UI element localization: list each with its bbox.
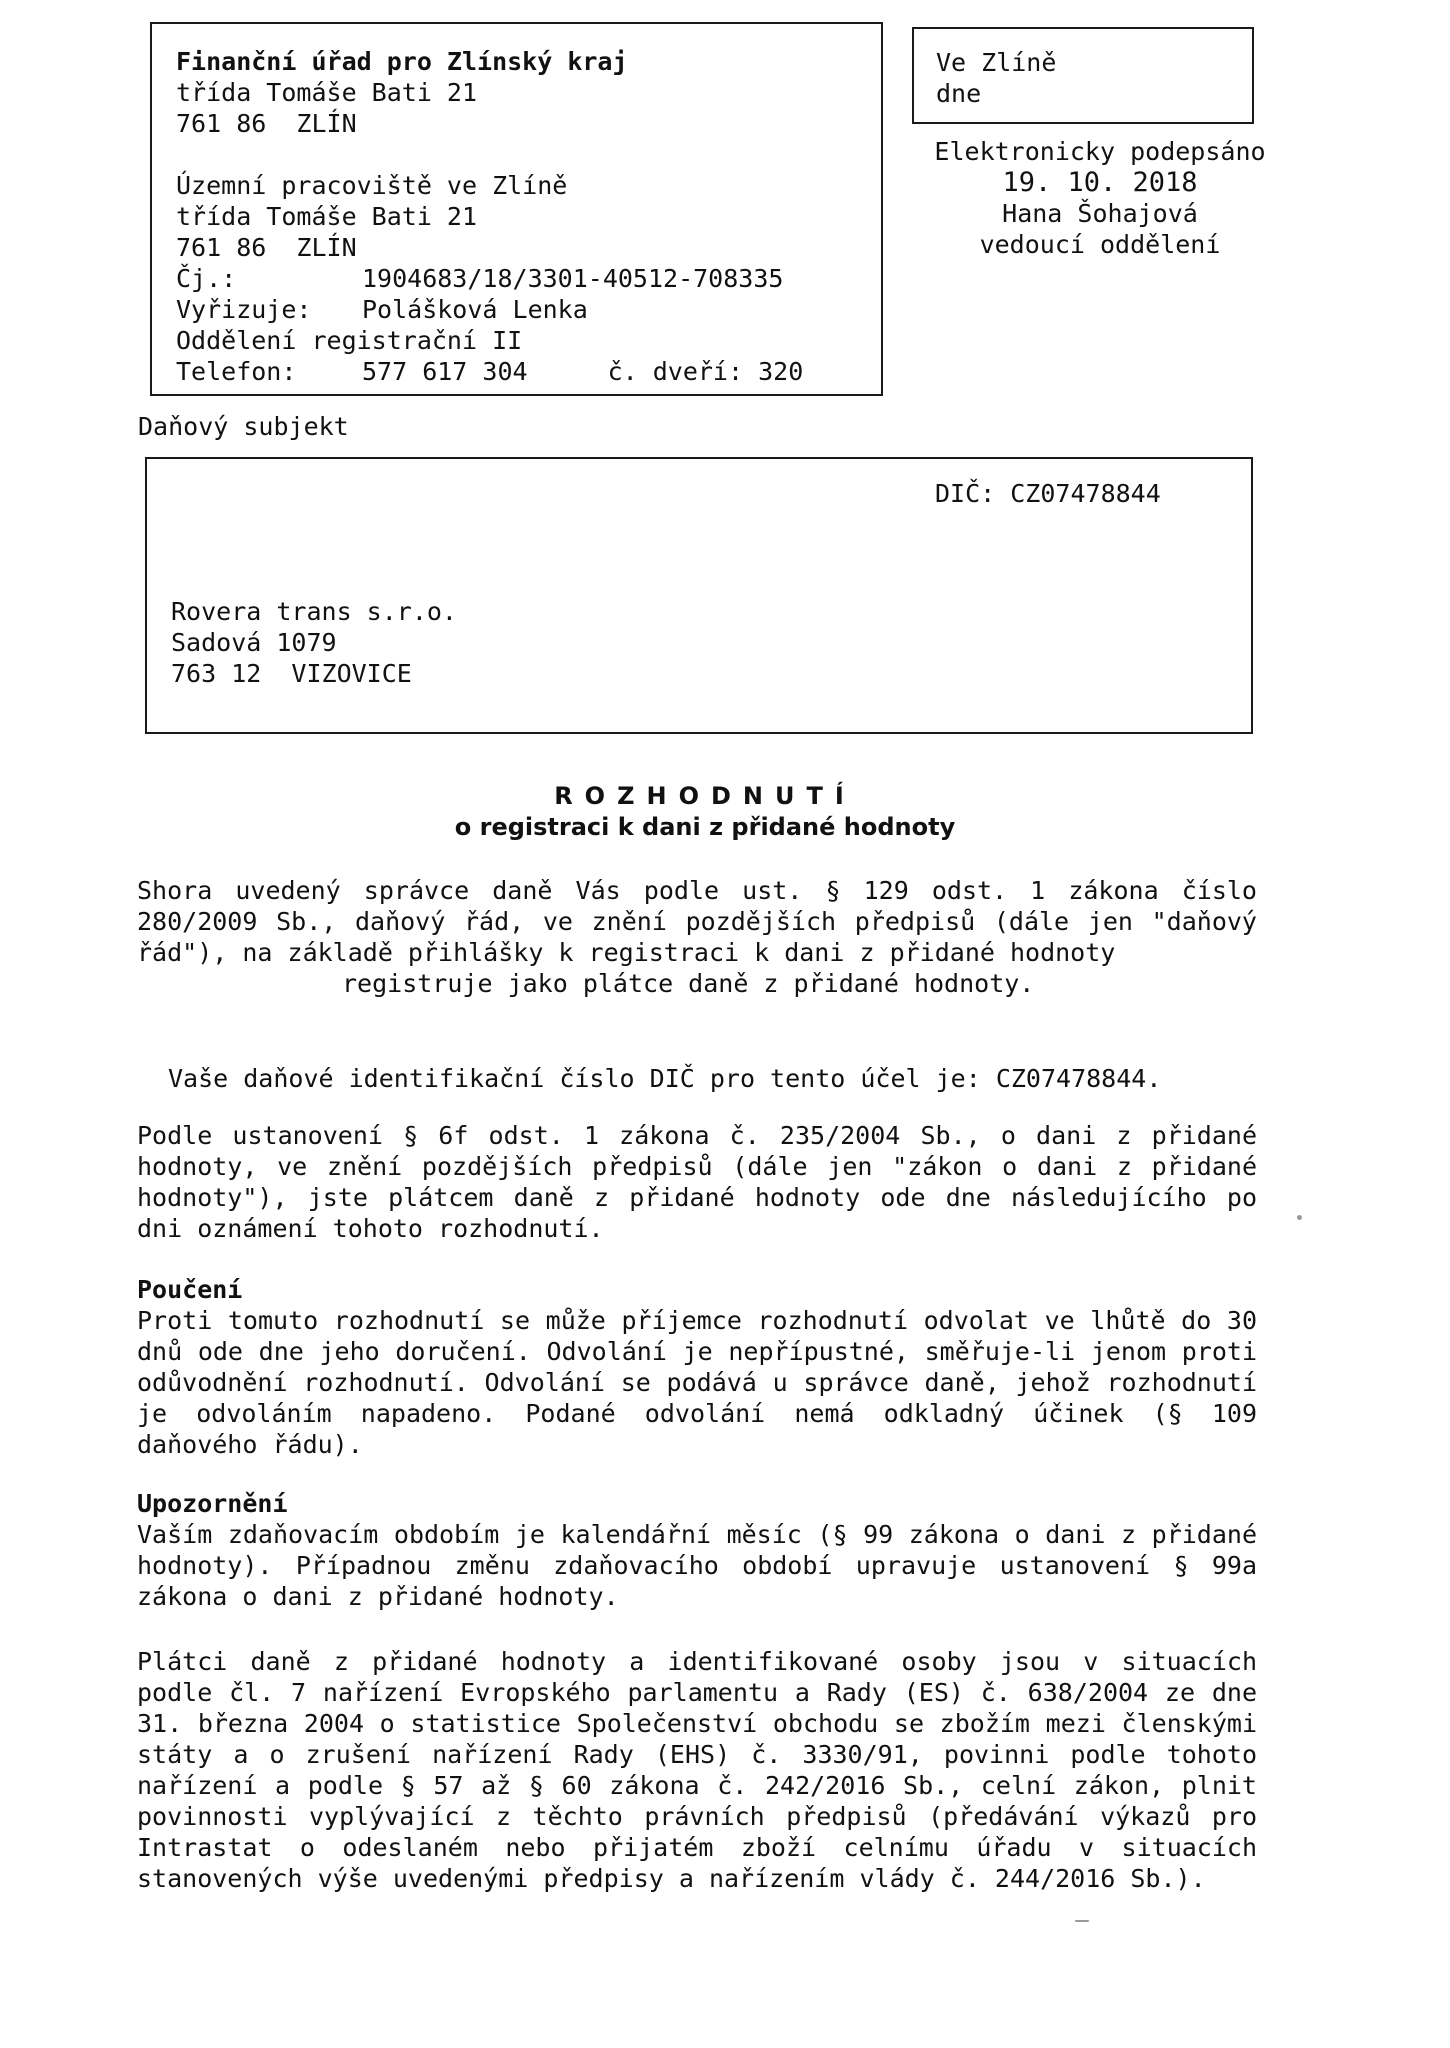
door-label: č. dveří: xyxy=(607,357,744,386)
subject-street: Sadová 1079 xyxy=(171,628,337,657)
reference-number-row xyxy=(176,263,881,294)
instruction-heading: Poučení xyxy=(137,1275,243,1304)
subject-label: Daňový subjekt xyxy=(138,412,349,441)
date-label: dne xyxy=(936,79,982,108)
office-street: třída Tomáše Bati 21 xyxy=(176,78,478,107)
office-city: 761 86 ZLÍN xyxy=(176,109,357,138)
signature-date: 19. 10. 2018 xyxy=(1002,167,1198,198)
department: Oddělení registrační II xyxy=(176,326,523,355)
office-name: Finanční úřad pro Zlínský kraj xyxy=(176,47,628,76)
subject-dic: DIČ: CZ07478844 xyxy=(935,479,1161,508)
intrastat-paragraph: Plátci daně z přidané hodnoty a identifikované osoby jsou v situacích podle čl. 7 nařízení Evropského parlamentu a Rady (ES) č. 638/2004 ze dne 31. března 2004 o statistice Společenství obchodu se zbožím mezi členskými státy a o zrušení nařízení Rady (EHS) č. 3330/91, povinni podle tohoto nařízení a podle § 57 až § 60 zákona č. 242/2016 Sb., celní zákon, plnit povinnosti vyplývající z těchto právních předpisů (předávání výkazů pro Intrastat o odeslaném nebo přijatém zboží celnímu úřadu v situacích stanovených výše uvedenými předpisy a nařízením vlády č. 244/2016 Sb.). xyxy=(137,1647,1257,1893)
notice-heading: Upozornění xyxy=(137,1489,288,1518)
dic-statement: Vaše daňové identifikační číslo DIČ pro tento účel je: CZ07478844. xyxy=(168,1064,1162,1093)
title-main: ROZHODNUTÍ xyxy=(554,782,856,810)
signature-caption: Elektronicky podepsáno xyxy=(934,137,1266,166)
scan-speck xyxy=(1297,1215,1302,1220)
handler-row xyxy=(176,294,881,325)
subject-city: 763 12 VIZOVICE xyxy=(171,659,412,688)
notice-section xyxy=(137,1488,1257,1612)
electronic-signature xyxy=(910,136,1290,260)
decision-statement: registruje jako plátce daně z přidané hodnoty. xyxy=(342,969,1035,998)
date-box xyxy=(912,27,1254,124)
instruction-section xyxy=(137,1274,1257,1460)
phone-value: 577 617 304 xyxy=(362,357,528,386)
door-value: 320 xyxy=(758,357,804,386)
subject-address xyxy=(171,596,457,689)
date-place: Ve Zlíně xyxy=(936,48,1057,77)
signer-name: Hana Šohajová xyxy=(1002,199,1198,228)
handler-value: Polášková Lenka xyxy=(362,295,588,324)
reference-number-label: Čj.: xyxy=(176,264,237,293)
signer-role: vedoucí oddělení xyxy=(979,230,1221,259)
notice-text: Vaším zdaňovacím obdobím je kalendářní měsíc (§ 99 zákona o dani z přidané hodnoty). Případnou změnu zdaňovacího období upravuje ustanovení § 99a zákona o dani z přidané hodnoty. xyxy=(137,1520,1257,1611)
instruction-text: Proti tomuto rozhodnutí se může příjemce rozhodnutí odvolat ve lhůtě do 30 dnů ode dne jeho doručení. Odvolání je nepřípustné, směřuje-li jenom proti odůvodnění rozhodnutí. Odvolání se podává u správce daně, jehož rozhodnutí je odvoláním napadeno. Podané odvolání nemá odkladný účinek (§ 109 daňového řádu). xyxy=(137,1306,1257,1459)
office-address-box xyxy=(150,22,883,396)
branch-city: 761 86 ZLÍN xyxy=(176,233,357,262)
phone-row xyxy=(176,356,881,387)
decision-paragraph xyxy=(137,875,1257,999)
document-title xyxy=(140,781,1270,843)
tax-subject-box xyxy=(145,457,1253,734)
scan-speck xyxy=(1075,1920,1089,1922)
title-subtitle: o registraci k dani z přidané hodnoty xyxy=(454,813,956,841)
branch-name: Územní pracoviště ve Zlíně xyxy=(176,171,568,200)
subject-name: Rovera trans s.r.o. xyxy=(171,597,457,626)
phone-label: Telefon: xyxy=(176,357,297,386)
decision-text: Shora uvedený správce daně Vás podle ust. § 129 odst. 1 zákona číslo 280/2009 Sb., daňový řád, ve znění pozdějších předpisů (dále jen "daňový řád"), na základě přihlášky k registraci k dani z přidané hodnoty xyxy=(137,876,1257,967)
legal-basis-paragraph: Podle ustanovení § 6f odst. 1 zákona č. 235/2004 Sb., o dani z přidané hodnoty, ve znění pozdějších předpisů (dále jen "zákon o dani z přidané hodnoty"), jste plátcem daně z přidané hodnoty ode dne následujícího po dni oznámení tohoto rozhodnutí. xyxy=(137,1121,1257,1243)
handler-label: Vyřizuje: xyxy=(176,295,312,324)
reference-number-value: 1904683/18/3301-40512-708335 xyxy=(362,264,784,293)
branch-street: třída Tomáše Bati 21 xyxy=(176,202,478,231)
